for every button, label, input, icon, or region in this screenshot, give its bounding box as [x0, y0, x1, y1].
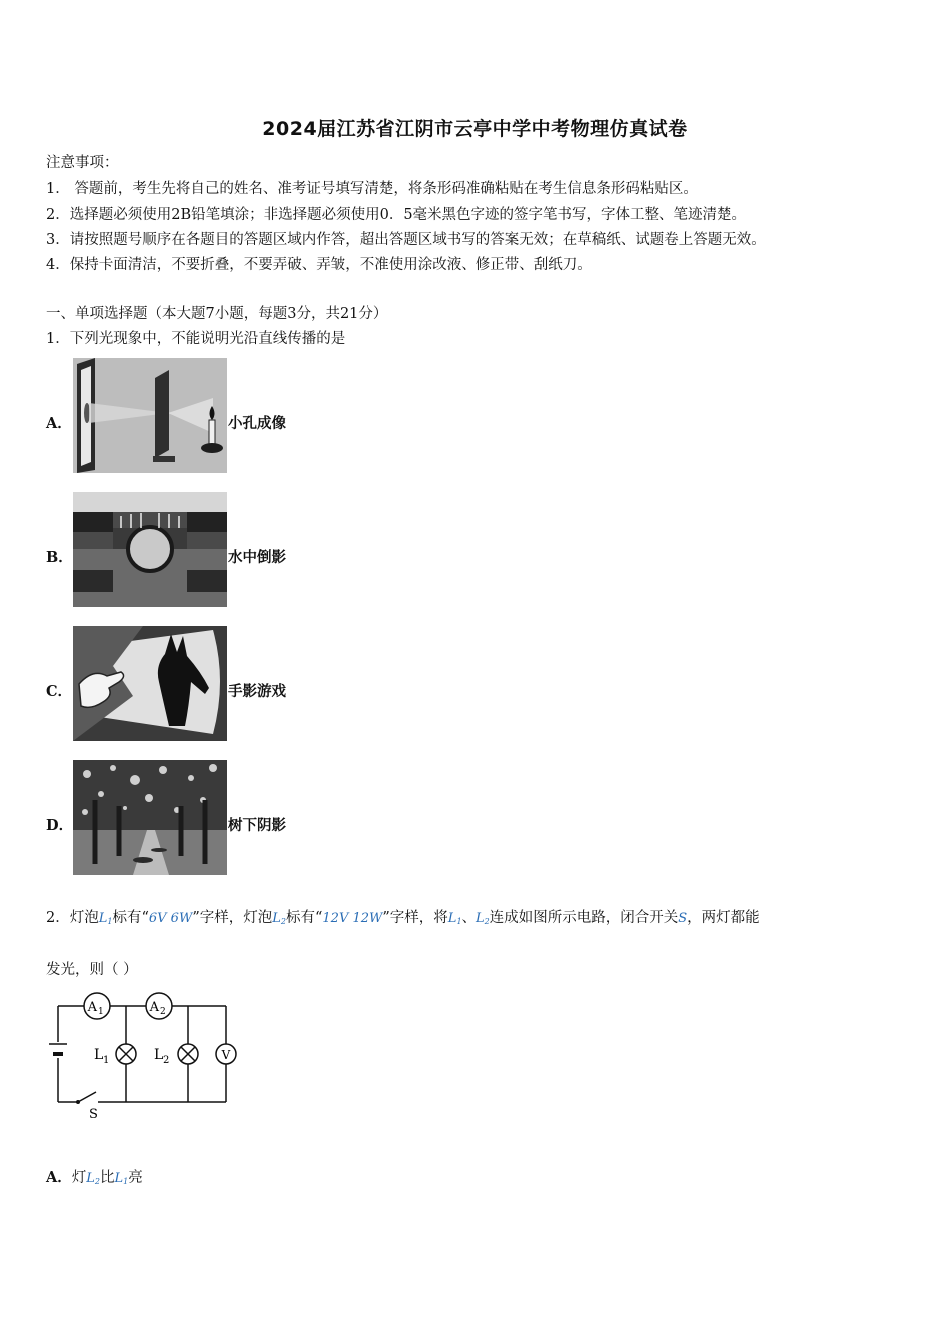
- switch-label: S: [89, 1107, 98, 1122]
- option-text: 树下阴影: [228, 817, 286, 834]
- hand-shadow-image: [73, 626, 227, 741]
- option-text: 水中倒影: [228, 549, 286, 566]
- notice-item: 1． 答题前，考生先将自己的姓名、准考证号填写清楚，将条形码准确粘贴在考生信息条形码粘贴区。: [46, 181, 698, 197]
- tree-shade-image: [73, 760, 227, 875]
- notice-heading: 注意事项：: [46, 155, 119, 171]
- ammeter-a1-sub: 1: [98, 1007, 104, 1017]
- option-letter: A．: [46, 415, 72, 432]
- question-2-stem: 2．灯泡$L_1$标有“6V 6W”字样，灯泡$L_2$标有“12V 12W”字样，将$L_1$、$L_2$连成如图所示电路，闭合开关S，两灯都能: [46, 910, 760, 926]
- lamp-l2-sub: 2: [163, 1055, 170, 1066]
- section-heading: 一、单项选择题（本大题7小题，每题3分，共21分）: [46, 306, 388, 322]
- circuit-diagram: [44, 992, 244, 1122]
- option-letter: B．: [46, 549, 73, 566]
- ammeter-a2-label: A: [149, 1000, 159, 1015]
- option-text: 手影游戏: [228, 683, 286, 700]
- option-letter: C．: [46, 683, 73, 700]
- option-text: 小孔成像: [228, 415, 286, 432]
- notice-item: 4．保持卡面清洁，不要折叠，不要弄破、弄皱，不准使用涂改液、修正带、刮纸刀。: [46, 257, 592, 273]
- ammeter-a1-label: A: [87, 1000, 97, 1015]
- lamp-l1-sub: 1: [103, 1055, 110, 1066]
- question-2-stem-cont: 发光，则（ ）: [46, 962, 138, 978]
- question-1-stem: 1．下列光现象中，不能说明光沿直线传播的是: [46, 331, 346, 347]
- pinhole-image: [73, 358, 227, 473]
- notice-item: 2．选择题必须使用2B铅笔填涂；非选择题必须使用0．5毫米黑色字迹的签字笔书写，字体工整、笔迹清楚。: [46, 207, 747, 223]
- question-2-option-a: A．灯$L_2$比$L_1$亮: [46, 1169, 143, 1186]
- ammeter-a2-sub: 2: [160, 1007, 166, 1017]
- notice-item: 3．请按照题号顺序在各题目的答题区域内作答，超出答题区域书写的答案无效；在草稿纸、试题卷上答题无效。: [46, 232, 766, 248]
- option-letter: D．: [46, 817, 74, 834]
- lamp-l2-label: L: [154, 1047, 164, 1063]
- page-title: 2024届江苏省江阴市云亭中学中考物理仿真试卷: [262, 118, 688, 140]
- voltmeter-label: V: [221, 1048, 231, 1062]
- lamp-l1-label: L: [94, 1047, 104, 1063]
- bridge-reflection-image: [73, 492, 227, 607]
